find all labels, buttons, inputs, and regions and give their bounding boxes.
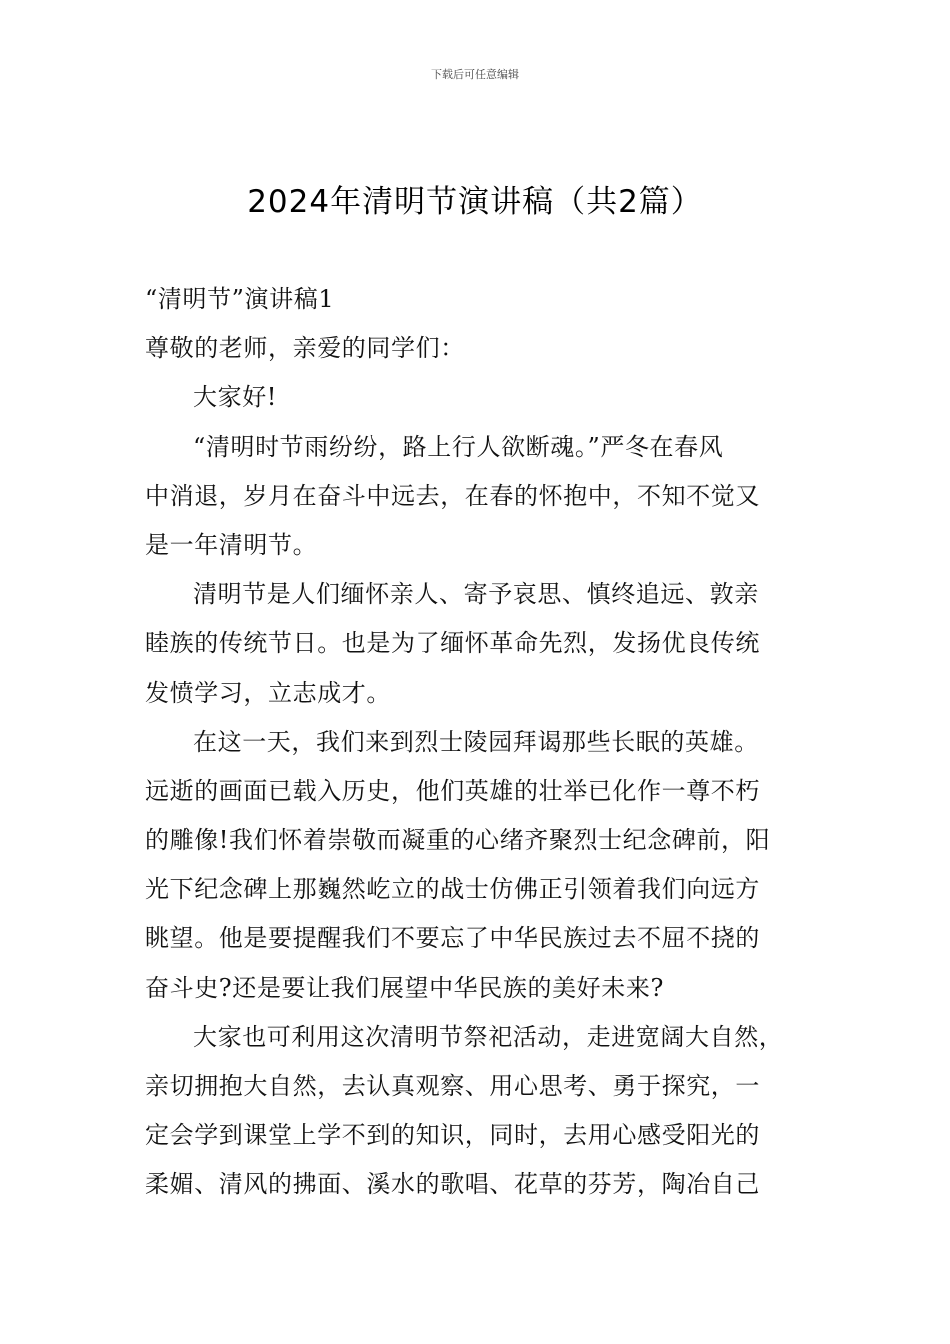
body-line: 柔媚、清风的拂面、溪水的歌唱、花草的芬芳，陶冶自己 [145, 1170, 760, 1199]
body-line: 发愤学习，立志成才。 [145, 678, 391, 707]
body-line: “清明时节雨纷纷，路上行人欲断魂。”严冬在春风 [193, 432, 724, 461]
body-line: 清明节是人们缅怀亲人、寄予哀思、慎终追远、敦亲 [193, 580, 759, 609]
body-line: 睦族的传统节日。也是为了缅怀革命先烈，发扬优良传统 [145, 629, 760, 658]
document-body [145, 281, 815, 1216]
body-line: 光下纪念碑上那巍然屹立的战士仿佛正引领着我们向远方 [145, 875, 760, 904]
body-line: 是一年清明节。 [145, 530, 318, 559]
document-title: 2024年清明节演讲稿（共2篇） [247, 184, 703, 220]
body-line: 远逝的画面已载入历史，他们英雄的壮举已化作一尊不朽 [145, 776, 760, 805]
body-line: 大家也可利用这次清明节祭祀活动，走进宽阔大自然， [193, 1022, 784, 1051]
header-note: 下载后可任意编辑 [431, 68, 519, 81]
body-line: 的雕像!我们怀着崇敬而凝重的心绪齐聚烈士纪念碑前，阳 [145, 826, 771, 855]
body-line: 眺望。他是要提醒我们不要忘了中华民族过去不屈不挠的 [145, 924, 760, 953]
subheading: “清明节”演讲稿1 [145, 285, 335, 313]
body-line: 定会学到课堂上学不到的知识，同时，去用心感受阳光的 [145, 1121, 760, 1150]
body-line: 大家好! [193, 383, 278, 412]
body-line: 在这一天，我们来到烈士陵园拜谒那些长眠的英雄。 [193, 727, 759, 756]
body-line: 奋斗史?还是要让我们展望中华民族的美好未来? [145, 973, 664, 1002]
body-line: 中消退，岁月在奋斗中远去，在春的怀抱中，不知不觉又 [145, 481, 760, 510]
salutation: 尊敬的老师，亲爱的同学们： [145, 334, 465, 363]
body-line: 亲切拥抱大自然，去认真观察、用心思考、勇于探究，一 [145, 1072, 760, 1100]
